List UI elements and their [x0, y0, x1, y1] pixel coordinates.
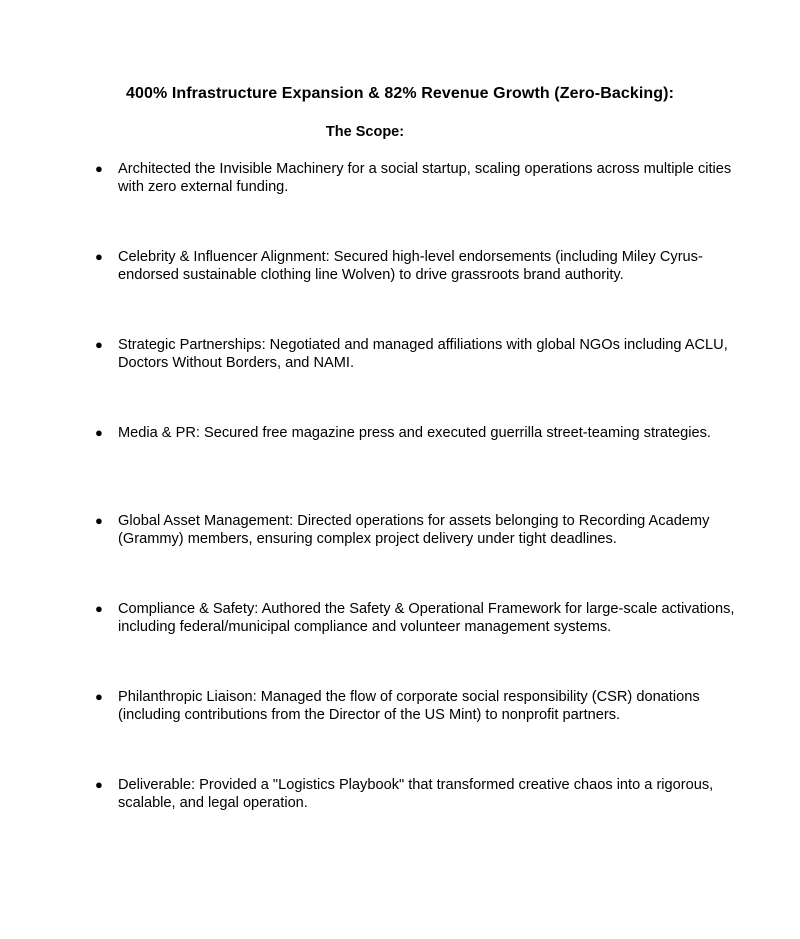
list-item	[93, 248, 753, 336]
bullet-icon: ●	[95, 425, 103, 440]
list-item	[93, 688, 753, 776]
list-item	[93, 160, 753, 248]
scope-list	[93, 160, 753, 864]
list-item-text: Deliverable: Provided a "Logistics Playbook" that transformed creative chaos into a rigorous, scalable, and legal operation.	[118, 777, 714, 812]
list-item-text: Compliance & Safety: Authored the Safety & Operational Framework for large-scale activations, including federal/municipal compliance and volunteer management systems.	[118, 601, 735, 636]
document-title: 400% Infrastructure Expansion & 82% Revenue Growth (Zero-Backing):	[125, 85, 675, 102]
list-item	[93, 424, 753, 512]
list-item-text: Architected the Invisible Machinery for a social startup, scaling operations across multiple cities with zero external funding.	[118, 161, 732, 196]
list-item-text: Strategic Partnerships: Negotiated and managed affiliations with global NGOs including ACLU, Doctors Without Borders, and NAMI.	[118, 337, 728, 372]
list-item-text: Media & PR: Secured free magazine press and executed guerrilla street-teaming strategies.	[118, 425, 711, 441]
bullet-icon: ●	[95, 777, 103, 792]
bullet-icon: ●	[95, 161, 103, 176]
list-item	[93, 336, 753, 424]
section-subtitle: The Scope:	[325, 124, 405, 140]
bullet-icon: ●	[95, 689, 103, 704]
bullet-icon: ●	[95, 513, 103, 528]
list-item-text: Celebrity & Influencer Alignment: Secured high-level endorsements (including Miley Cyrus-endorsed sustainable clothing line Wolven) to drive grassroots brand authority.	[118, 249, 703, 284]
bullet-icon: ●	[95, 337, 103, 352]
list-item-text: Philanthropic Liaison: Managed the flow of corporate social responsibility (CSR) donations (including contributions from the Director of the US Mint) to nonprofit partners.	[118, 689, 700, 724]
list-item	[93, 600, 753, 688]
list-item	[93, 776, 753, 864]
bullet-icon: ●	[95, 601, 103, 616]
list-item	[93, 512, 753, 600]
list-item-text: Global Asset Management: Directed operations for assets belonging to Recording Academy (Grammy) members, ensuring complex project delivery under tight deadlines.	[118, 513, 710, 548]
bullet-icon: ●	[95, 249, 103, 264]
